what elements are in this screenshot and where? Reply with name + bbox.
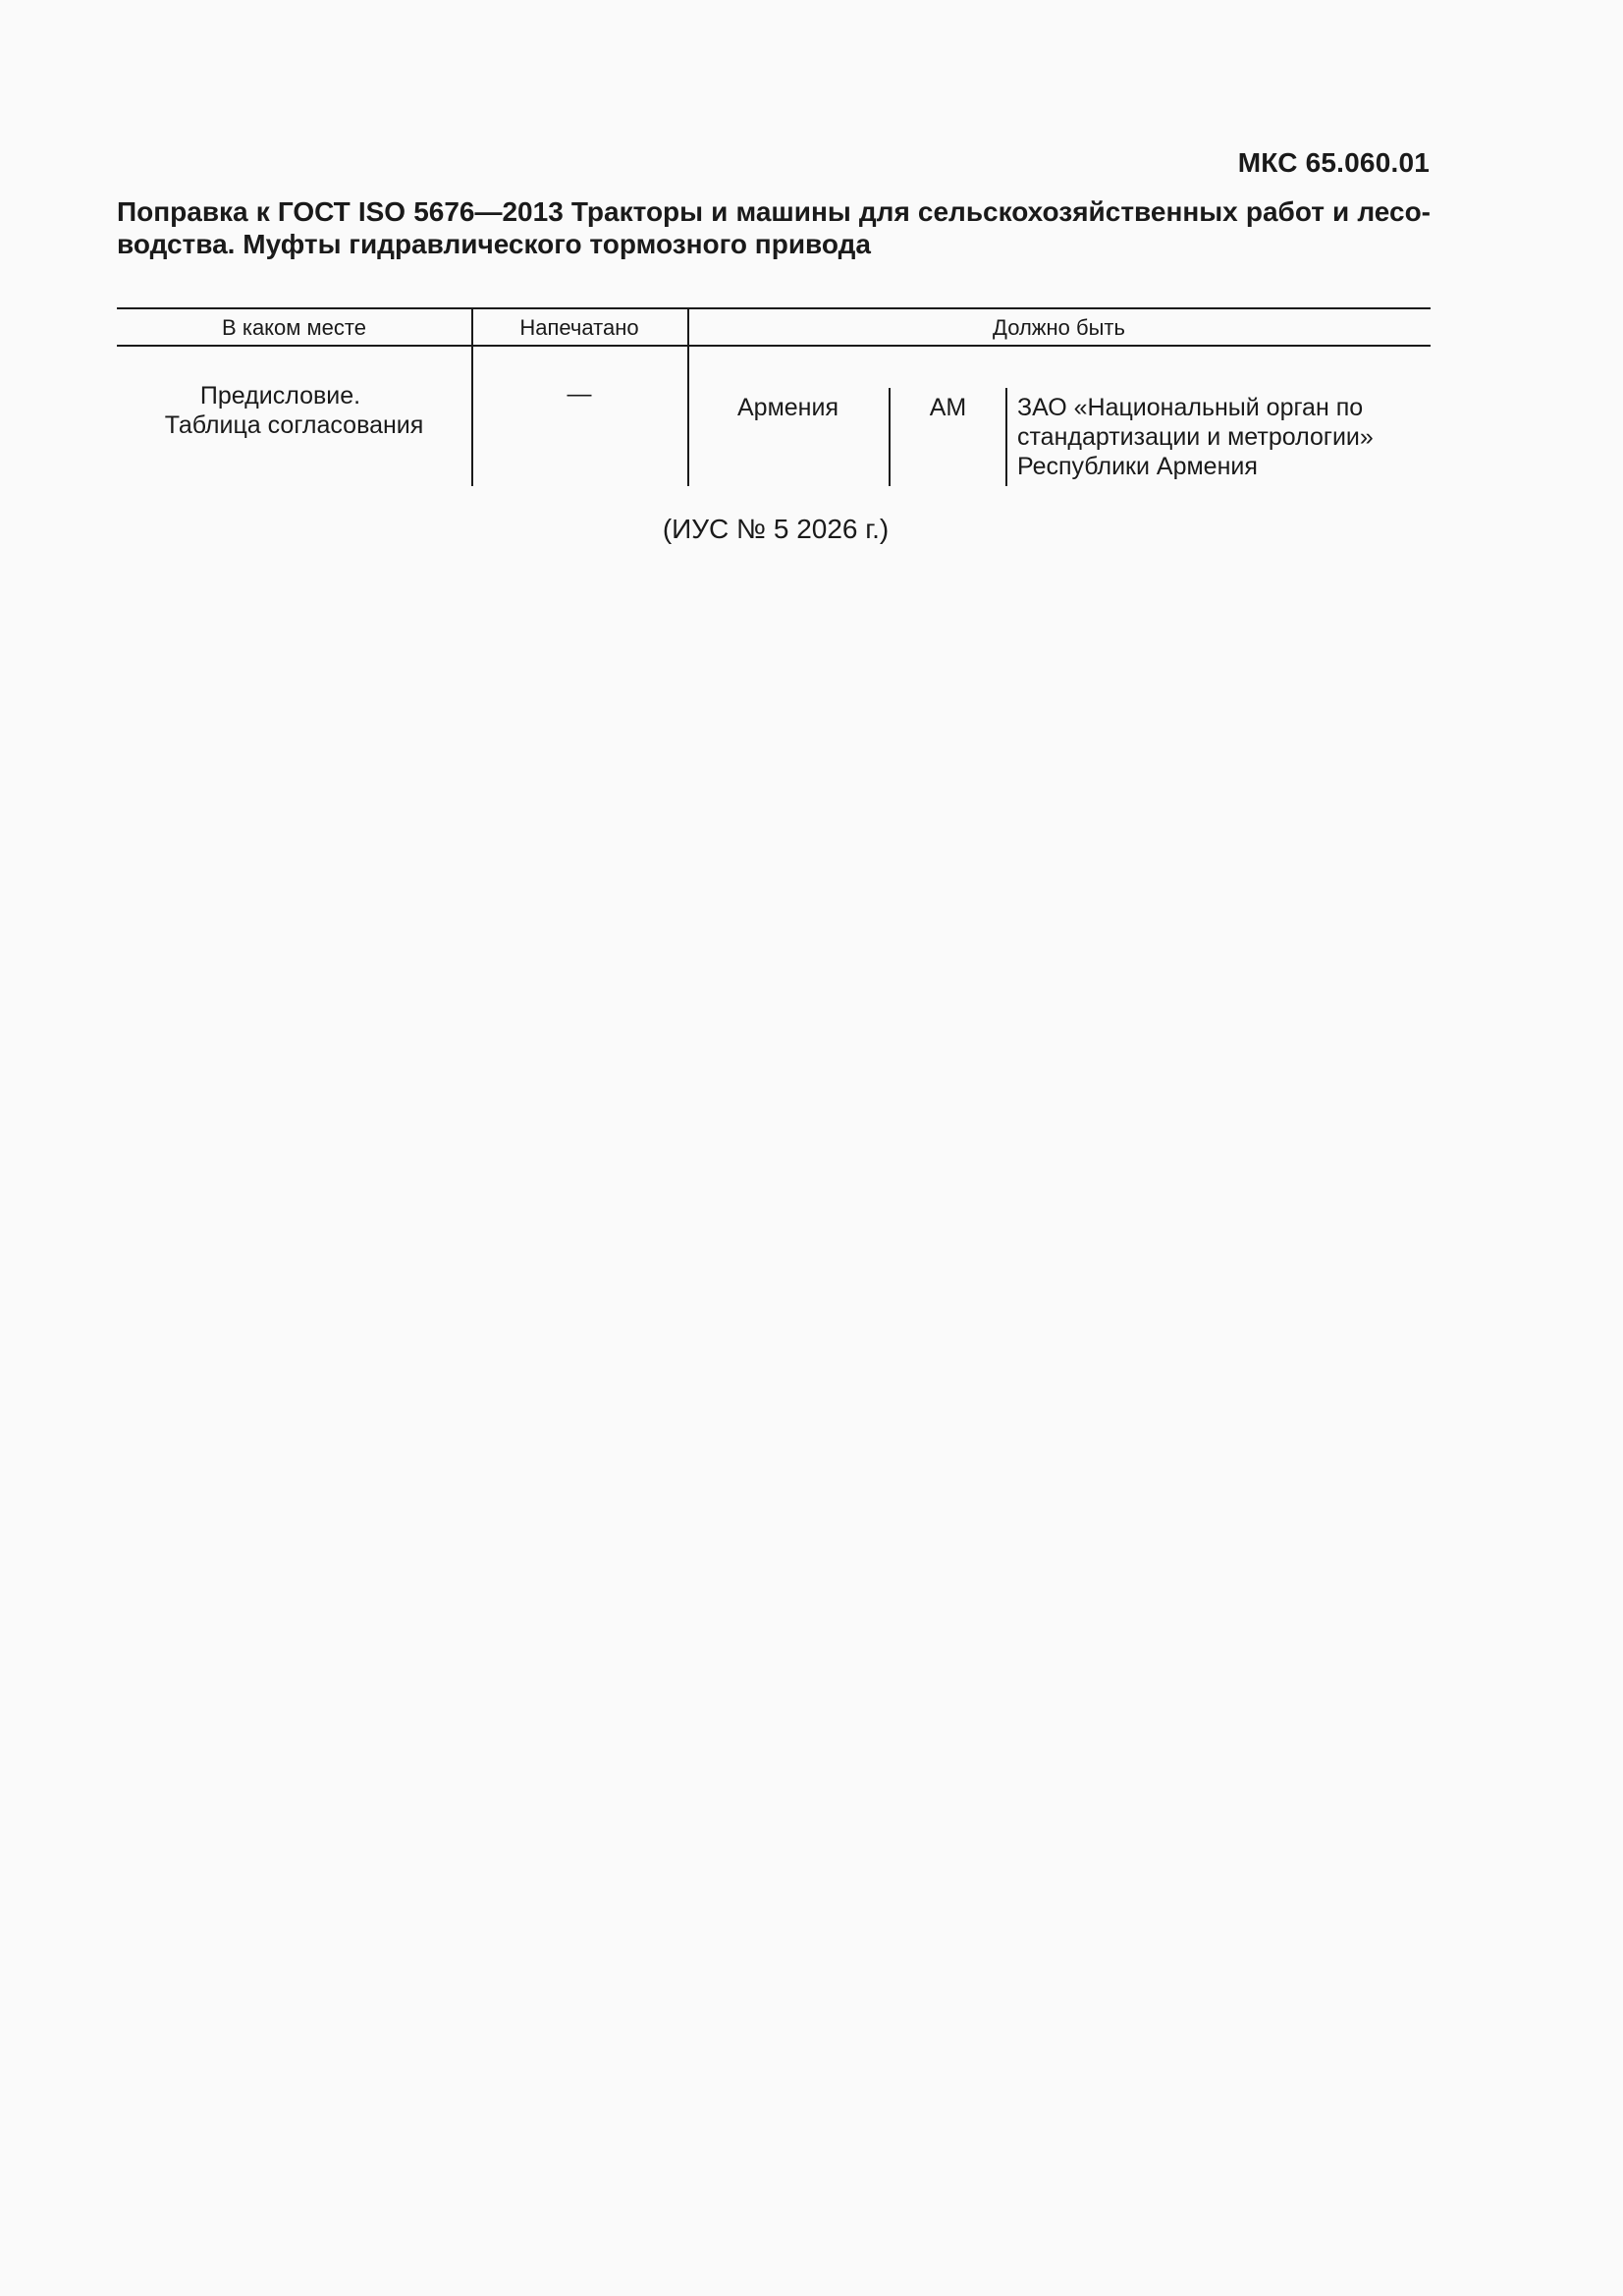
mks-code: МКС 65.060.01 bbox=[1237, 147, 1430, 178]
table-cell-printed: — bbox=[567, 380, 592, 408]
column-header-should-be: Должно быть bbox=[993, 315, 1125, 340]
column-header-place: В каком месте bbox=[222, 315, 366, 340]
table-cell-organization bbox=[1017, 393, 1431, 481]
title-line-2: водства. Муфты гидравлического тормозного привода bbox=[117, 229, 871, 259]
ius-reference: (ИУС № 5 2026 г.) bbox=[662, 514, 890, 544]
table-header-rule bbox=[117, 345, 1431, 347]
subcolumn-separator bbox=[1005, 388, 1007, 486]
title-line-1: Поправка к ГОСТ ISO 5676—2013 Тракторы и машины для сельскохозяйственных работ и лесо- bbox=[117, 196, 1431, 227]
column-header-printed: Напечатано bbox=[519, 315, 639, 340]
table-cell-place bbox=[117, 381, 471, 440]
place-line-1: Предисловие. bbox=[199, 382, 361, 410]
table-top-rule bbox=[117, 307, 1431, 309]
org-line-2: стандартизации и метрологии» bbox=[1017, 423, 1374, 451]
org-line-3: Республики Армения bbox=[1017, 453, 1258, 480]
org-line-1: ЗАО «Национальный орган по bbox=[1017, 394, 1364, 421]
document-title bbox=[117, 195, 1431, 260]
place-line-2: Таблица согласования bbox=[164, 411, 424, 439]
table-cell-country: Армения bbox=[737, 394, 839, 421]
table-cell-country-code: AM bbox=[929, 394, 967, 421]
